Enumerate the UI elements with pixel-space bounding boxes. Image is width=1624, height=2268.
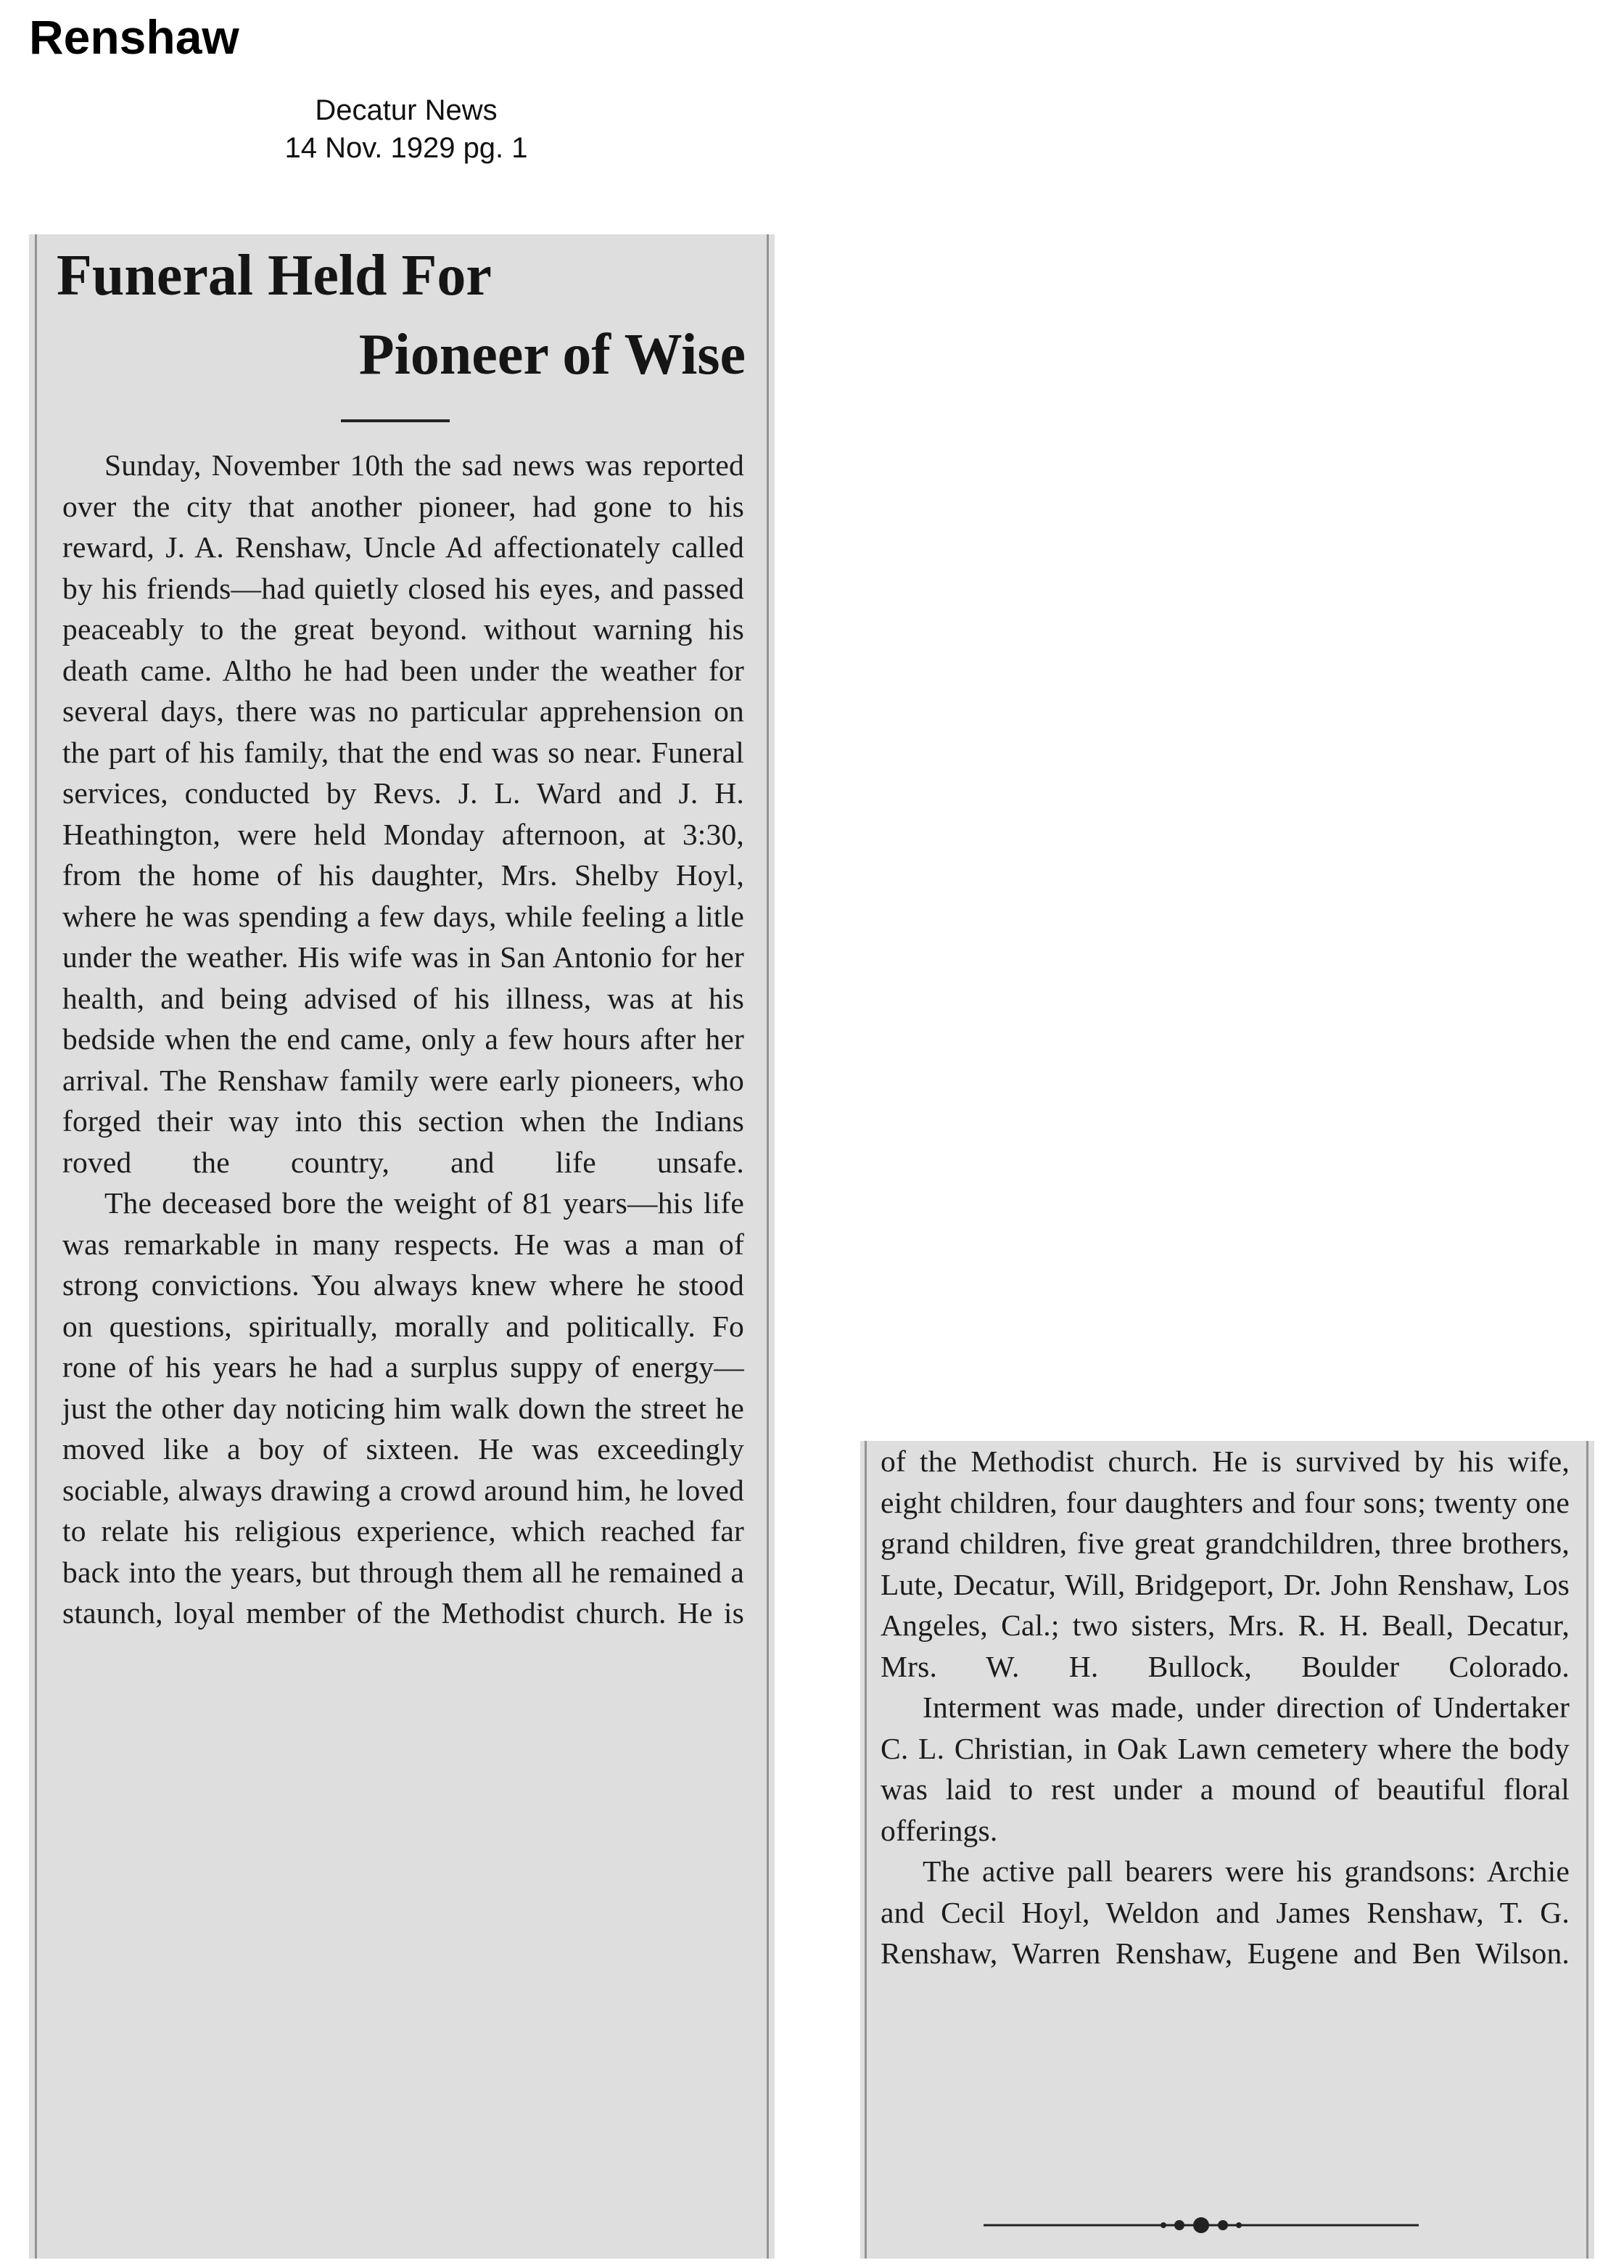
publication-date-page: 14 Nov. 1929 pg. 1 [284,132,528,164]
article-paragraph-4: Interment was made, under direction of Undertaker C. L. Christian, in Oak Lawn cemetery where the body was laid to rest under a mound of beautiful floral offerings. [881,1690,1570,1847]
article-paragraph-2: The deceased bore the weight of 81 years—his life was remarkable in many respects. He was a man of strong convictions. You always knew where he stood on questions, spiritually, morally and politically. Fo rone of his years he had a surplus suppy of energy—just the other day noticing him walk down the street he moved like a boy of sixteen. He was exceedingly sociable, always drawing a crowd around him, he loved to relate his religious experience, which reached far back into the years, but through them all he remained a staunch, loyal member of the Methodist church. He is [62,1186,744,1630]
article-paragraph-1: Sunday, November 10th the sad news was reported over the city that another pioneer, had gone to his reward, J. A. Renshaw, Uncle Ad affectionately called by his friends—had quietly closed his eyes, and passed peaceably to the great beyond. without warning his death came. Altho he had been under the weather for several days, there was no particular apprehension on the part of his family, that the end was so near. Funeral services, conducted by Revs. J. L. Ward and J. H. Heathington, were held Monday afternoon, at 3:30, from the home of his daughter, Mrs. Shelby Hoyl, where he was spending a few days, while feeling a litle under the weather. His wife was in San Antonio for her health, and being advised of his illness, was at his bedside when the end came, only a few hours after her arrival. The Renshaw family were early pioneers, who forged their way into this section when the Indians roved the country, and life unsafe. [62,448,744,1179]
publication-name: Decatur News [315,94,498,126]
article-paragraph-5: The active pall bearers were his grandsons: Archie and Cecil Hoyl, Weldon and James Renshaw, T. G. Renshaw, Warren Renshaw, Eugene and Ben Wilson. [881,1854,1570,1970]
article-body-column-1 [62,445,744,1634]
column-rule-right [767,234,769,2259]
column-rule-left-2 [865,1441,867,2259]
column-rule-right-2 [1586,1441,1588,2259]
clipping-column-1 [29,234,775,2259]
headline-divider [341,419,450,422]
article-body-column-2 [881,1441,1570,1974]
clipping-column-2 [860,1441,1594,2259]
headline-line-1: Funeral Held For [57,244,492,308]
end-ornament-icon [984,2214,1419,2236]
surname-title: Renshaw [29,10,239,64]
headline-line-2: Pioneer of Wise [358,323,746,387]
source-citation [239,91,573,167]
column-rule-left [35,234,37,2259]
article-paragraph-3: of the Methodist church. He is survived by his wife, eight children, four daughters and four sons; twenty one grand children, five great grandchildren, three brothers, Lute, Decatur, Will, Bridgeport, Dr. John Renshaw, Los Angeles, Cal.; two sisters, Mrs. R. H. Beall, Decatur, Mrs. W. H. Bullock, Boulder Colorado. [881,1445,1570,1683]
